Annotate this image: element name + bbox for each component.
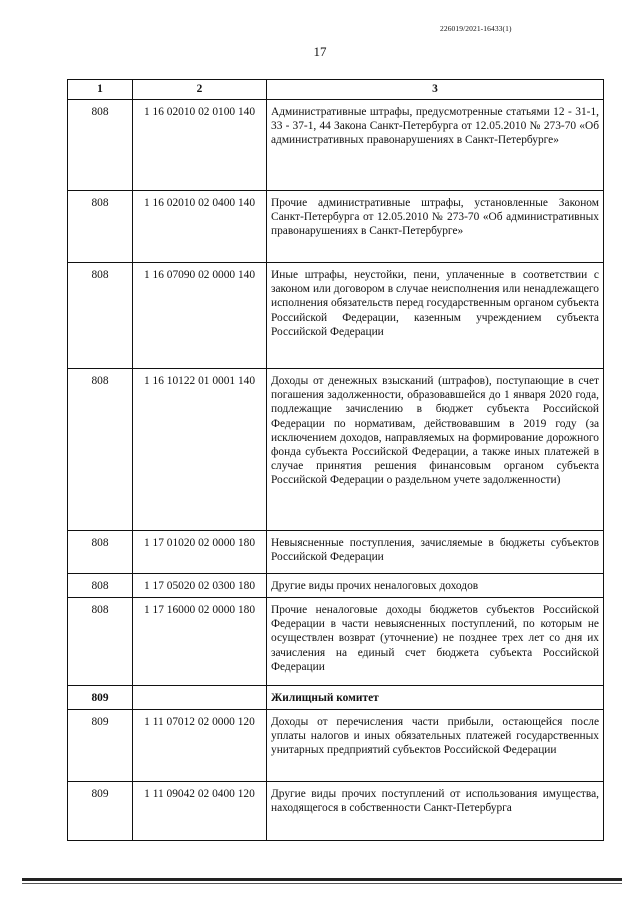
description-cell: Доходы от денежных взысканий (штрафов), поступающие в счет погашения задолженности, образовавшейся до 1 января 2020 года, подлежащие зачислению в бюджет субъекта Российской Федерации по нормативам, действовавшим в 2019 году (за исключением доходов, направляемых на формирование дорожного фонда субъекта Российской Федерации, а также иных платежей в случае принятия решения финансовым органом субъекта Российской Федерации о раздельном учете задолженности) — [267, 369, 604, 531]
description-cell: Административные штрафы, предусмотренные статьями 12 - 31-1, 33 - 37-1, 44 Закона Санкт-Петербурга от 12.05.2010 № 273-70 «Об административных правонарушениях в Санкт-Петербурге» — [267, 100, 604, 191]
section-title-cell: Жилищный комитет — [267, 686, 604, 710]
revenue-code-cell: 1 17 05020 02 0300 180 — [133, 574, 267, 598]
revenue-code-cell: 1 17 16000 02 0000 180 — [133, 598, 267, 686]
column-header: 2 — [133, 80, 267, 100]
admin-code-cell: 808 — [68, 100, 133, 191]
revenue-code-cell: 1 16 10122 01 0001 140 — [133, 369, 267, 531]
revenue-code-cell: 1 11 09042 02 0400 120 — [133, 782, 267, 841]
document-id: 226019/2021-16433(1) — [440, 24, 512, 33]
table-row — [68, 263, 604, 369]
admin-code-cell: 808 — [68, 531, 133, 574]
revenue-codes-table — [67, 79, 604, 841]
scan-edge-line — [22, 883, 622, 884]
admin-code-cell: 808 — [68, 598, 133, 686]
table-row — [68, 531, 604, 574]
revenue-code-cell: 1 16 02010 02 0400 140 — [133, 191, 267, 263]
table-row — [68, 598, 604, 686]
table-row — [68, 100, 604, 191]
description-cell: Другие виды прочих поступлений от использования имущества, находящегося в собственности Санкт-Петербурга — [267, 782, 604, 841]
revenue-code-cell: 1 16 02010 02 0100 140 — [133, 100, 267, 191]
admin-code-cell: 808 — [68, 263, 133, 369]
table-row — [68, 191, 604, 263]
description-cell: Другие виды прочих неналоговых доходов — [267, 574, 604, 598]
table-row — [68, 369, 604, 531]
description-cell: Невыясненные поступления, зачисляемые в бюджеты субъектов Российской Федерации — [267, 531, 604, 574]
admin-code-cell: 808 — [68, 369, 133, 531]
description-cell: Доходы от перечисления части прибыли, остающейся после уплаты налогов и иных обязательных платежей государственных унитарных предприятий субъектов Российской Федерации — [267, 710, 604, 782]
admin-code-cell: 808 — [68, 574, 133, 598]
description-cell: Иные штрафы, неустойки, пени, уплаченные в соответствии с законом или договором в случае неисполнения или ненадлежащего исполнения обязательств перед государственным органом субъекта Российской Федерации, казенным учреждением субъекта Российской Федерации — [267, 263, 604, 369]
description-cell: Прочие административные штрафы, установленные Законом Санкт-Петербурга от 12.05.2010 № 273-70 «Об административных правонарушениях в Санкт-Петербурге» — [267, 191, 604, 263]
page-number: 17 — [313, 44, 327, 59]
table-row — [68, 710, 604, 782]
admin-code-cell: 809 — [68, 710, 133, 782]
revenue-code-cell: 1 16 07090 02 0000 140 — [133, 263, 267, 369]
column-header: 3 — [267, 80, 604, 100]
table-row — [68, 782, 604, 841]
admin-code-cell: 809 — [68, 686, 133, 710]
description-cell: Прочие неналоговые доходы бюджетов субъектов Российской Федерации в части невыясненных поступлений, по которым не осуществлен возврат (уточнение) не позднее трех лет со дня их зачисления на единый счет бюджета субъекта Российской Федерации — [267, 598, 604, 686]
admin-code-cell: 808 — [68, 191, 133, 263]
revenue-code-cell: 1 17 01020 02 0000 180 — [133, 531, 267, 574]
revenue-code-cell: 1 11 07012 02 0000 120 — [133, 710, 267, 782]
table-row — [68, 574, 604, 598]
table-header-row — [68, 80, 604, 100]
column-header: 1 — [68, 80, 133, 100]
admin-code-cell: 809 — [68, 782, 133, 841]
section-header-row — [68, 686, 604, 710]
revenue-code-cell — [133, 686, 267, 710]
scan-edge-line — [22, 878, 622, 881]
